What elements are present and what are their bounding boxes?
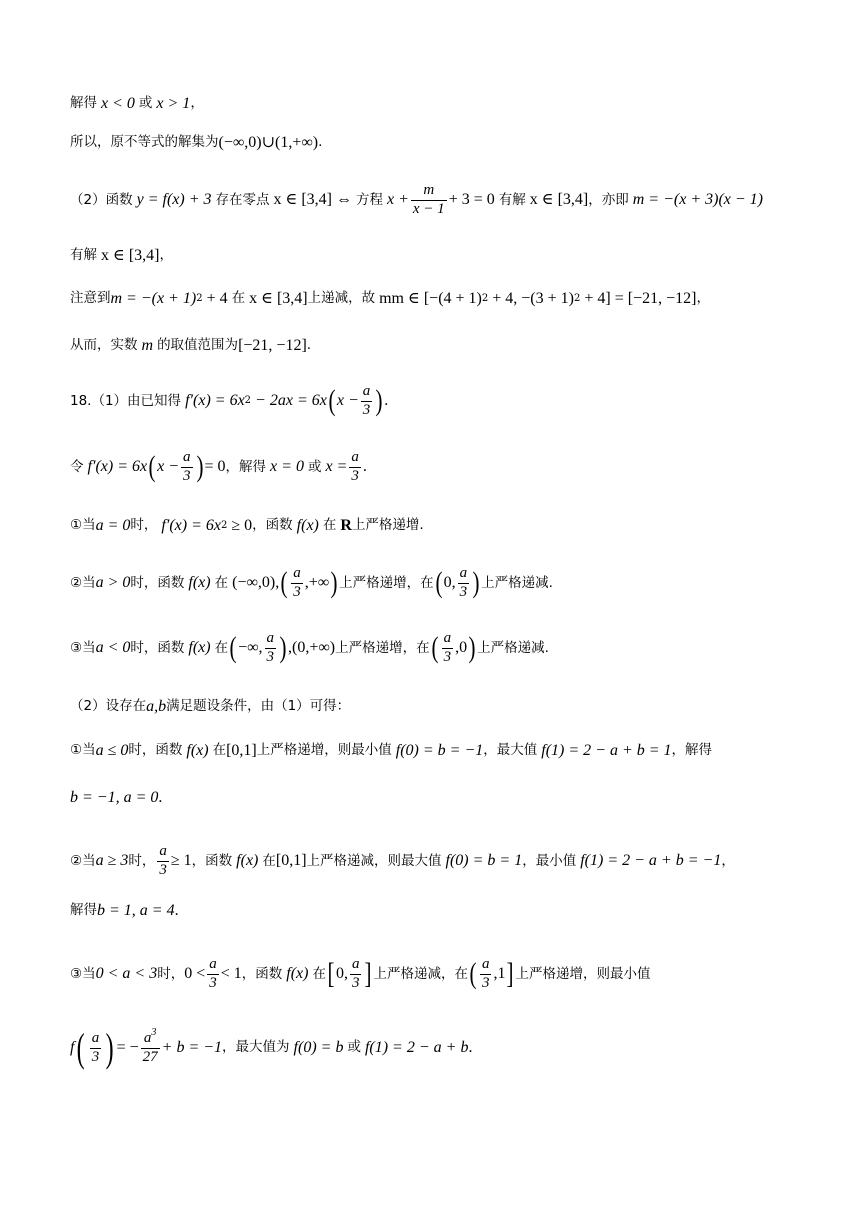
text: . [318,134,323,151]
line-11 [70,631,549,666]
text: ③当 [70,965,96,982]
math: = 0 [204,458,226,476]
denominator: x − 1 [412,200,445,217]
line-13 [70,743,712,759]
text: 18.（1）由已知得 [70,392,182,409]
text: ，解得 [225,458,267,475]
math: a ≥ 3 [95,852,129,870]
line-2 [70,135,322,151]
text: （2）设存在 [70,698,147,715]
math: a,b [146,698,167,715]
text: ，函数 [191,852,233,869]
math: f(1) = 2 − a + b = 1 [541,742,672,759]
text: 有解 [70,247,97,264]
text: 所以，原不等式的解集为 [70,134,219,151]
text: ②当 [70,574,96,591]
text: ②当 [70,852,96,869]
math: mm ∈ [−(4 + 1) [379,290,482,307]
text: 在 [231,290,246,307]
math: x = [325,458,348,476]
right-bracket: ] [506,957,514,991]
text: ①当 [70,742,96,759]
math: f(x) [188,574,211,592]
text: 上严格递减，在 [373,965,468,982]
math: f′(x) = 6x [161,517,222,534]
text: ，最大值为 [222,1039,290,1056]
numerator: a [459,565,468,581]
math: x − [157,458,180,476]
denominator: 3 [443,648,452,665]
math: f(1) = 2 − a + b [364,1039,469,1056]
math: − 2ax = 6x [255,392,327,410]
fraction [458,566,470,601]
line-17 [70,957,650,992]
math: R [340,517,352,534]
math: x ∈ [3,4] [529,191,589,209]
math: [0,1] [226,742,257,759]
text: 上严格递增，则最小值 [515,965,651,982]
fraction [442,631,454,666]
text: ，最大值 [483,742,538,759]
left-paren: ( [435,566,443,600]
numerator: a [481,956,490,972]
fraction [350,957,362,992]
denominator: 3 [209,974,217,991]
text: 满足题设条件，由（1）可得： [166,698,351,715]
text: 解得 [70,902,97,919]
text: 上严格递增. [351,517,424,534]
denominator: 3 [351,467,359,484]
line-7: 18.（1）由已知得 f′(x) = 6x 2 − 2ax = 6x ( x − $\frac{a}{3}$ ) . [70,383,389,418]
text: 或 [307,458,322,475]
left-bracket: [ [327,957,335,991]
right-paren: ) [468,631,476,665]
denominator: 3 [91,1048,100,1065]
text: 上递减，故 [307,290,376,307]
text: 存在零点 [215,191,270,208]
math: a < 0 [95,639,131,657]
math: ,(0,+∞) [288,639,336,657]
text: 方程 [356,191,383,208]
fraction [411,183,447,218]
math: f(x) [236,852,259,870]
math: < 1 [220,965,242,983]
text: ， [190,95,204,112]
left-paren: ( [77,1025,86,1070]
fraction [90,1031,102,1066]
left-paren: ( [229,631,237,665]
math: m [141,337,154,354]
math: y = f(x) + 3 [136,191,212,209]
right-paren: ) [279,631,287,665]
line-3 [70,183,763,218]
left-paren: ( [431,631,439,665]
math: b = −1, a = 0 [70,789,159,806]
math: f(x) [186,742,209,759]
text: ， [721,852,735,869]
math: . [384,392,389,410]
denominator: 3 [362,401,371,418]
math: x ∈ [3,4] ⇔ [273,191,352,209]
denominator: 3 [481,974,490,991]
math: ≥ 1 [170,852,192,870]
text: 解得 [70,95,97,112]
text: 上严格递增，则最小值 [256,742,392,759]
text: 时，函数 [128,742,183,759]
text: 在 [214,574,229,591]
math: a = 0 [95,517,131,534]
text: 有解 [498,191,526,208]
text: ，函数 [241,965,283,982]
math: f(0) = b [293,1039,344,1056]
text: ③当 [70,639,96,656]
line-5: 注意到 m = −(x + 1) 2 + 4 在 x ∈ [3,4] 上递减，故 mm ∈ [−(4 + 1) 2 + 4, −(3 + 1) 2 + 4] = [−21, −12] ， [70,290,710,307]
fraction [291,566,303,601]
line-16 [70,903,179,919]
text: ， [696,290,710,307]
math: x ∈ [3,4] [101,247,160,264]
math: 0 < [184,965,206,983]
right-paren: ) [105,1025,114,1070]
line-10 [70,566,553,601]
math: f(x) [188,639,211,657]
numerator: a [351,956,360,972]
math: x > 1 [156,95,191,112]
text: ，亦即 [588,191,629,208]
math: f(0) = b = 1 [445,852,523,870]
fraction [207,957,219,992]
text: 在 [214,639,229,656]
math: x ∈ [3,4] [249,290,308,307]
math: ,+∞ [304,574,330,592]
math: f′(x) = 6x [185,392,245,410]
right-paren: ) [330,566,338,600]
math: −∞, [238,639,263,657]
denominator: 27 [142,1048,158,1065]
math: 0 < a < 3 [95,965,158,983]
left-paren: ( [148,450,156,484]
text: 时，函数 [130,574,185,591]
math: x < 0 [101,95,135,112]
math: a > 0 [95,574,131,592]
text: ，函数 [252,517,293,534]
math: 0, [335,965,348,983]
fraction [265,631,277,666]
fraction [480,957,492,992]
math: 0, [443,574,456,592]
math: f′(x) = 6x [87,458,148,476]
text: 在 [262,852,276,869]
text: 时， [130,517,158,534]
math: ,1 [493,965,506,983]
math: ,0 [455,639,468,657]
math: (−∞,0), [232,574,280,592]
left-paren: ( [280,566,288,600]
math: f(0) = b = −1 [395,742,484,759]
line-9: ①当 a = 0 时， f′(x) = 6x 2 ≥ 0 ，函数 f(x) 在 R 上严格递增. [70,517,424,534]
text: 或 [347,1039,361,1056]
math: + 4] = [−21, −12] [584,290,697,307]
left-paren: ( [328,384,336,418]
math: x + [387,191,409,209]
text: 在 [212,742,227,759]
text: （2）函数 [70,191,133,208]
right-paren: ) [472,566,480,600]
math: ≥ 0 [231,517,253,534]
numerator [142,1026,159,1048]
text: 令 [70,458,84,475]
text: 的取值范围为 [157,337,239,354]
math: [−21, −12] [238,337,307,354]
left-paren: ( [469,957,477,991]
exponent: 3 [151,1026,157,1038]
text: 在 [312,965,326,982]
math: [0,1] [275,852,307,870]
math: + b = −1 [161,1039,223,1056]
math: . [468,1039,473,1056]
math: x − [336,392,359,410]
math: x = 0 [270,458,304,476]
fraction [141,1026,160,1066]
text: 时，函数 [130,639,185,656]
text: 上严格递减，则最大值 [306,852,442,869]
math: f(1) = 2 − a + b = −1 [580,852,722,870]
right-bracket: ] [364,957,372,991]
text: 上严格递增，在 [335,639,430,656]
text: 时， [128,852,156,869]
math: f [70,1039,75,1056]
text: 在 [322,517,337,534]
line-6 [70,338,311,354]
math: + 4, −(3 + 1) [492,290,574,307]
math: . [158,789,163,806]
math: . [362,458,367,476]
math: (−∞,0)∪(1,+∞) [218,134,319,151]
right-paren: ) [375,384,383,418]
math: = − [116,1039,139,1056]
denominator: 3 [183,467,191,484]
math: a ≤ 0 [95,742,129,759]
base: a [143,1029,152,1046]
right-paren: ) [196,450,204,484]
math: m = −(x + 1) [110,290,197,307]
text: ，最小值 [522,852,577,869]
line-1 [70,96,204,112]
math: b = 1, a = 4 [97,902,175,919]
fraction [349,450,361,485]
numerator: a [91,1029,100,1046]
numerator: a [351,449,359,465]
text: 或 [138,95,153,112]
line-12 [70,699,350,715]
text: 注意到 [70,290,111,307]
text: 上严格递增，在 [339,574,434,591]
math: f(x) [296,517,319,534]
line-14 [70,790,162,806]
numerator: a [362,383,371,399]
numerator: a [293,565,301,581]
line-15 [70,844,735,879]
text: 上严格递减. [477,639,549,656]
denominator: 3 [351,974,360,991]
text: 从而，实数 [70,337,138,354]
line-18 [70,1025,473,1070]
line-4 [70,248,173,264]
denominator: 3 [293,583,301,600]
text: 上严格递减. [481,574,553,591]
numerator: a [209,956,217,972]
numerator: m [423,182,435,198]
line-8 [70,450,367,485]
denominator: 3 [159,861,167,878]
text: ，解得 [671,742,713,759]
text: ①当 [70,517,96,534]
numerator: a [159,843,167,859]
math: f(x) [286,965,309,983]
numerator: a [266,630,275,646]
math: . [174,902,179,919]
numerator: a [443,630,452,646]
math: m = −(x + 3)(x − 1) [632,191,763,209]
text: 时， [157,965,185,982]
math: + 3 = 0 [448,191,495,209]
denominator: 3 [459,583,468,600]
text: ， [159,247,173,264]
fraction [181,450,193,485]
numerator: a [183,449,191,465]
fraction [157,844,169,879]
math: + 4 [206,290,228,307]
denominator: 3 [266,648,275,665]
fraction [361,384,373,419]
text: . [306,337,312,354]
